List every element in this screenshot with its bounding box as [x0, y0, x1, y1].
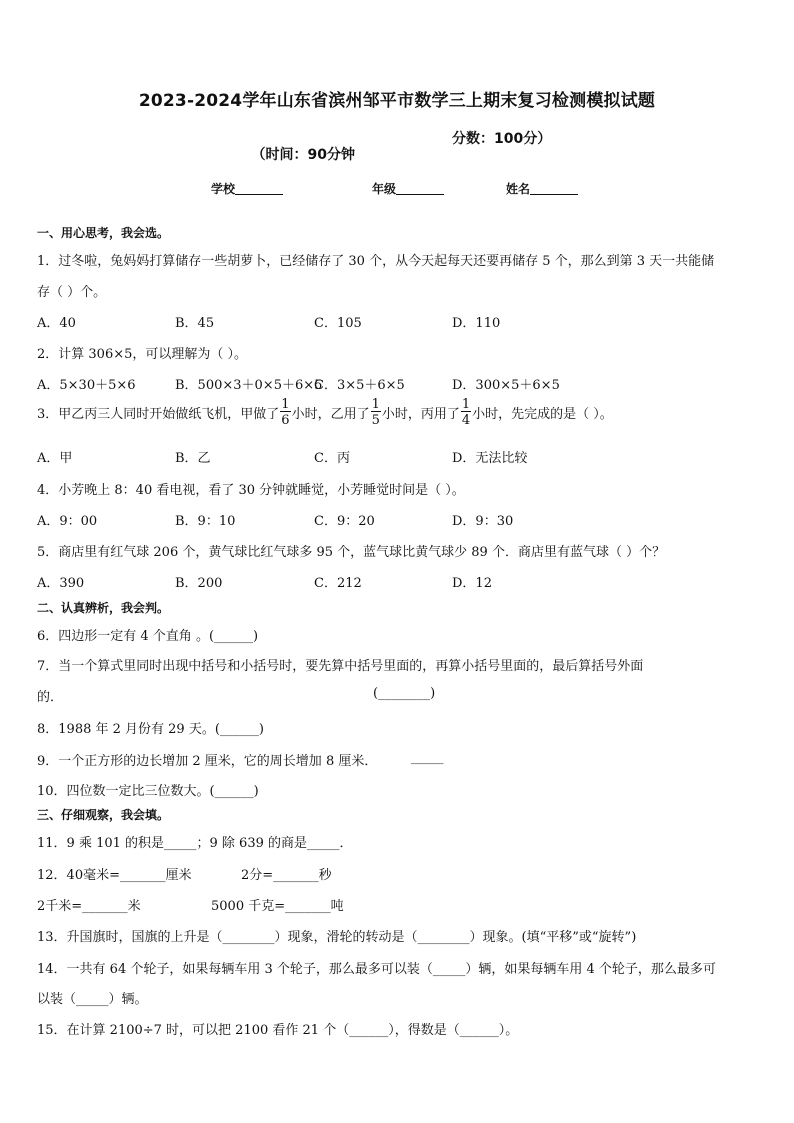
total-score: 分数：100分）: [452, 131, 552, 147]
q3-mid2: 小时，丙用了: [381, 407, 460, 422]
q3-mid1: 小时，乙用了: [291, 407, 370, 422]
q2-option-a[interactable]: A．5×30＋5×6: [37, 378, 136, 393]
q1-line2: 存（ ）个。: [37, 285, 107, 300]
name-label: 姓名: [506, 182, 531, 196]
time-limit: （时间：90分钟: [251, 147, 355, 163]
fraction-numerator: 1: [281, 397, 290, 412]
q4-option-d[interactable]: D．9：30: [452, 514, 514, 529]
q9-text: 9．一个正方形的边长增加 2 厘米，它的周长增加 8 厘米．: [37, 754, 378, 769]
q10-text: 10．四位数一定比三位数大。(______): [37, 784, 259, 799]
fraction-one-sixth: [280, 398, 290, 427]
q3-option-d[interactable]: D．无法比较: [452, 451, 528, 466]
section-1-heading: 一、用心思考，我会选。: [37, 226, 170, 240]
q12-part-d: 5000 千克=_______吨: [211, 899, 344, 914]
school-field: [211, 180, 283, 197]
q13-text: 13．升国旗时，国旗的上升是（________）现象，滑轮的转动是（________）现象。(填“平移”或“旋转”): [37, 930, 637, 945]
q11-text: 11．9 乘 101 的积是_____；9 除 639 的商是_____．: [37, 836, 353, 851]
q3-text: [37, 397, 613, 429]
q15-text: 15．在计算 2100÷7 时，可以把 2100 看作 21 个（______），得数是（______）。: [37, 1023, 519, 1038]
name-blank[interactable]: [530, 182, 578, 195]
q14-line1: 14．一共有 64 个轮子，如果每辆车用 3 个轮子，那么最多可以装（_____）辆，如果每辆车用 4 个轮子，那么最多可: [37, 962, 716, 977]
q7-line1: 7．当一个算式里同时出现中括号和小括号时，要先算中括号里面的，再算小括号里面的，最后算括号外面: [37, 659, 644, 674]
fraction-numerator: 1: [371, 397, 380, 412]
q1-option-d[interactable]: D．110: [452, 316, 501, 331]
exam-title: 2023-2024学年山东省滨州邹平市数学三上期末复习检测模拟试题: [138, 91, 656, 111]
q4-text: 4．小芳晚上 8：40 看电视，看了 30 分钟就睡觉，小芳睡觉时间是（ ）。: [37, 483, 465, 498]
q2-text: 2．计算 306×5，可以理解为（ ）。: [37, 347, 248, 362]
q5-option-d[interactable]: D．12: [452, 576, 492, 591]
q4-option-a[interactable]: A．9：00: [37, 514, 98, 529]
q3-option-c[interactable]: C．丙: [314, 451, 350, 466]
fraction-denominator: 4: [461, 413, 471, 428]
q12-part-a: 12．40毫米=_______厘米: [37, 868, 192, 883]
q5-option-a[interactable]: A．390: [37, 576, 85, 591]
fraction-one-fifth: [371, 398, 381, 427]
grade-blank[interactable]: [396, 182, 444, 195]
q3-option-a[interactable]: A．甲: [37, 451, 73, 466]
q8-text: 8．1988 年 2 月份有 29 天。(______): [37, 722, 264, 737]
q2-option-c[interactable]: C．3×5＋6×5: [314, 378, 405, 393]
q1-option-a[interactable]: A．40: [37, 316, 76, 331]
q12-part-b: 2分=_______秒: [241, 868, 332, 883]
grade-label: 年级: [372, 182, 397, 196]
section-2-heading: 二、认真辨析，我会判。: [37, 601, 170, 615]
q6-text: 6．四边形一定有 4 个直角 。(______): [37, 629, 259, 644]
q1-line1: 1．过冬啦，兔妈妈打算储存一些胡萝卜，已经储存了 30 个，从今天起每天还要再储存 5 个，那么到第 3 天一共能储: [37, 254, 715, 269]
q3-suffix: 小时，先完成的是（ ）。: [472, 407, 613, 422]
q1-option-b[interactable]: B．45: [175, 316, 215, 331]
q5-text: 5．商店里有红气球 206 个，黄气球比红气球多 95 个，蓝气球比黄气球少 89 个．商店里有蓝气球（ ）个？: [37, 545, 666, 560]
q9-answer-blank[interactable]: _____: [411, 750, 444, 765]
grade-field: [372, 180, 444, 197]
name-field: [506, 180, 578, 197]
section-3-heading: 三、仔细观察，我会填。: [37, 808, 170, 822]
q2-option-b[interactable]: B．500×3＋0×5＋6×5: [175, 378, 323, 393]
school-blank[interactable]: [235, 182, 283, 195]
q14-line2: 以装（_____）辆。: [37, 992, 148, 1007]
fraction-numerator: 1: [461, 397, 471, 412]
q3-prefix: 3．甲乙丙三人同时开始做纸飞机，甲做了: [37, 407, 280, 422]
q12-part-c: 2千米=_______米: [37, 899, 141, 914]
fraction-denominator: 6: [281, 413, 290, 428]
q1-option-c[interactable]: C．105: [314, 316, 362, 331]
fraction-one-fourth: [461, 398, 471, 427]
q5-option-b[interactable]: B．200: [175, 576, 223, 591]
q4-option-b[interactable]: B．9：10: [175, 514, 236, 529]
fraction-denominator: 5: [371, 413, 380, 428]
q2-option-d[interactable]: D．300×5＋6×5: [452, 378, 560, 393]
q3-option-b[interactable]: B．乙: [175, 451, 211, 466]
q4-option-c[interactable]: C．9：20: [314, 514, 375, 529]
q5-option-c[interactable]: C．212: [314, 576, 362, 591]
q7-line2: 的．: [37, 690, 64, 705]
school-label: 学校: [211, 182, 236, 196]
q7-answer-blank[interactable]: (________): [373, 686, 436, 701]
